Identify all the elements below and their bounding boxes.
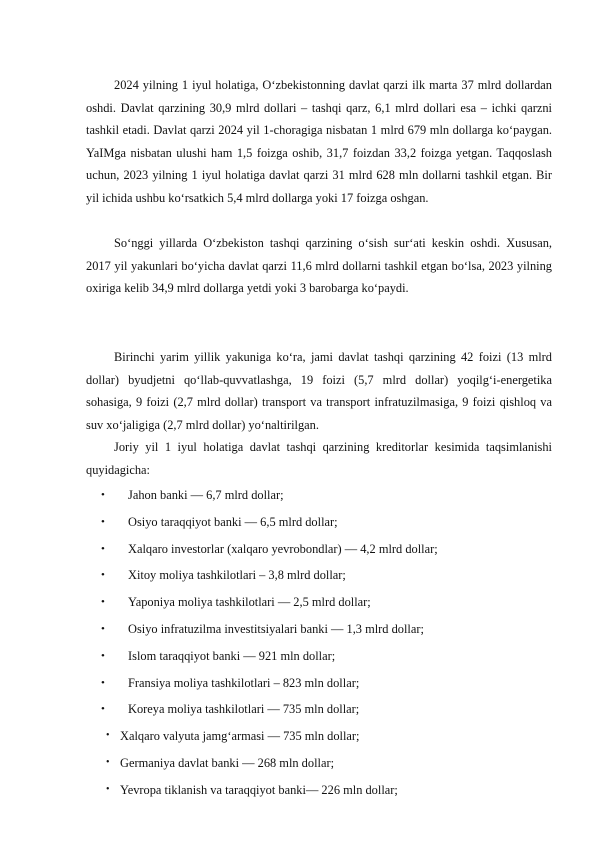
paragraph-creditors-intro: Joriy yil 1 iyul holatiga davlat tashqi qarzining kreditorlar kesimida taqsimlanishi quyidagicha: [86, 440, 552, 477]
paragraph-state-debt-overview: 2024 yilning 1 iyul holatiga, O‘zbekistonning davlat qarzi ilk marta 37 mlrd dollardan oshdi. Davlat qarzining 30,9 mlrd dollari – tashqi qarz, 6,1 mlrd dollari esa – ichki qarzni tashkil etadi. Davlat qarzi 2024 yil 1-choragiga nisbatan 1 mlrd 679 mln dollarga ko‘paygan. YaIMga nisbatan ulushi ham 1,5 foizga oshib, 31,7 foizdan 33,2 foizga yetgan. Taqqoslash uchun, 2023 yilning 1 iyul holatiga davlat qarzi 31 mlrd 628 mln dollarni tashkil etgan. Bir yil ichida ushbu ko‘rsatkich 5,4 mlrd dollarga yoki 17 foizga oshgan. [86, 78, 552, 205]
bullet-icon: • [106, 756, 110, 768]
list-item [86, 670, 552, 697]
list-item [86, 482, 552, 509]
list-item [86, 509, 552, 536]
list-item [86, 536, 552, 563]
list-item [86, 723, 552, 750]
list-item [86, 616, 552, 643]
bullet-icon: • [101, 703, 105, 716]
list-item [86, 750, 552, 777]
creditors-list [86, 482, 552, 804]
list-item [86, 696, 552, 723]
bullet-icon: • [101, 649, 105, 662]
list-item-text: Osiyo infratuzilma investitsiyalari banki — 1,3 mlrd dollar; [128, 621, 424, 636]
bullet-icon: • [106, 730, 110, 742]
list-item-text: Osiyo taraqqiyot banki — 6,5 mlrd dollar; [128, 514, 338, 529]
list-item-text: Yaponiya moliya tashkilotlari — 2,5 mlrd dollar; [128, 595, 371, 610]
list-item-text: Xitoy moliya tashkilotlari – 3,8 mlrd dollar; [128, 568, 346, 583]
list-item-text: Jahon banki — 6,7 mlrd dollar; [128, 488, 284, 502]
bullet-icon: • [101, 515, 105, 528]
list-item [86, 589, 552, 616]
list-item-text: Germaniya davlat banki — 268 mln dollar; [120, 755, 335, 770]
list-item-text: Koreya moliya tashkilotlari — 735 mln dollar; [128, 702, 360, 717]
bullet-icon: • [106, 783, 110, 795]
bullet-icon: • [101, 569, 105, 582]
list-item [86, 643, 552, 670]
bullet-icon: • [101, 622, 105, 635]
list-item-text: Xalqaro valyuta jamg‘armasi — 735 mln dollar; [120, 729, 360, 744]
paragraph-debt-allocation: Birinchi yarim yillik yakuniga ko‘ra, jami davlat tashqi qarzining 42 foizi (13 mlrd dollar) byudjetni qo‘llab-quvvatlashga, 19 foizi (5,7 mlrd dollar) yoqilg‘i-energetika sohasiga, 9 foizi (2,7 mlrd dollar) transport va transport infratuzilmasiga, 9 foizi qishloq va suv xo‘jaligiga (2,7 mlrd dollar) yo‘naltirilgan. [86, 350, 552, 432]
list-item [86, 777, 552, 804]
paragraph-debt-growth-rate: So‘nggi yillarda O‘zbekiston tashqi qarzining o‘sish sur‘ati keskin oshdi. Xususan, 2017 yil yakunlari bo‘yicha davlat qarzi 11,6 mlrd dollarni tashkil etgan bo‘lsa, 2023 yilning oxiriga kelib 34,9 mlrd dollarga yetdi yoki 3 barobarga ko‘paydi. [86, 236, 552, 295]
list-item-text: Yevropa tiklanish va taraqqiyot banki— 226 mln dollar; [120, 782, 398, 797]
bullet-icon: • [101, 596, 105, 609]
list-item-text: Xalqaro investorlar (xalqaro yevrobondlar) — 4,2 mlrd dollar; [128, 541, 438, 556]
bullet-icon: • [101, 676, 105, 689]
list-item-text: Fransiya moliya tashkilotlari – 823 mln dollar; [128, 675, 360, 690]
list-item-text: Islom taraqqiyot banki — 921 mln dollar; [128, 648, 336, 663]
bullet-icon: • [101, 489, 105, 501]
bullet-icon: • [101, 542, 105, 555]
list-item [86, 562, 552, 589]
